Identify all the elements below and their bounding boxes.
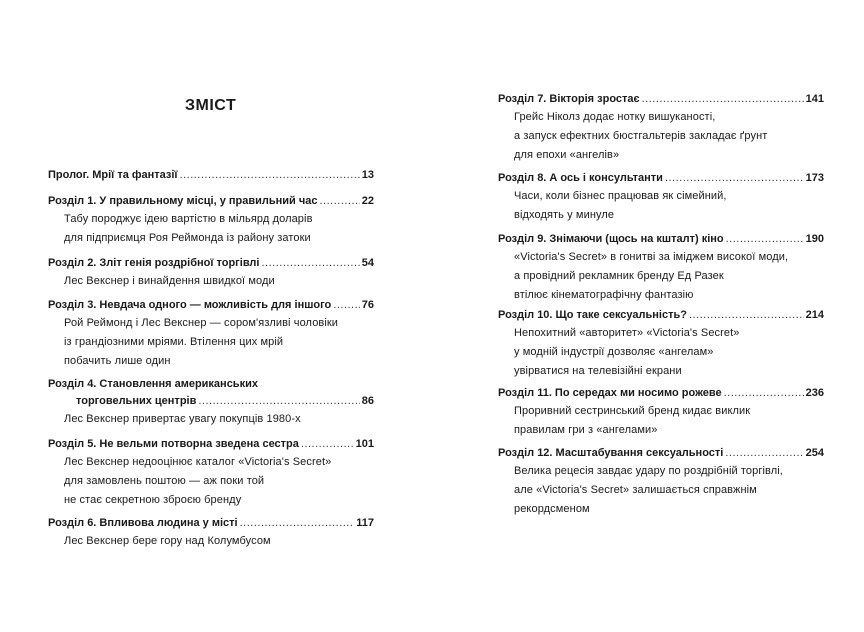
toc-line xyxy=(498,170,824,187)
dot-leader xyxy=(689,307,804,324)
toc-line xyxy=(48,436,374,453)
entry-desc-line: а провідний рекламник бренду Ед Разек xyxy=(514,270,724,282)
entry-title: Розділ 10. Що таке сексуальність? xyxy=(498,309,687,321)
dot-leader xyxy=(725,445,803,462)
dot-leader xyxy=(333,297,359,314)
entry-title: Розділ 7. Вікторія зростає xyxy=(498,93,640,105)
entry-page: 190 xyxy=(805,233,824,245)
entry-desc-line: Часи, коли бізнес працював як сімейний, xyxy=(514,190,727,202)
toc-entry-chapter-5 xyxy=(48,436,374,510)
entry-desc-line: відходять у минуле xyxy=(514,209,615,221)
entry-title-cont: торговельних центрів xyxy=(76,395,197,407)
entry-page: 141 xyxy=(805,93,824,105)
dot-leader xyxy=(198,393,359,410)
entry-title: Розділ 3. Невдача одного — можливість для іншого xyxy=(48,299,332,311)
toc-entry-chapter-6 xyxy=(48,515,374,551)
dot-leader xyxy=(301,436,354,453)
entry-desc-line: правилам гри з «ангелами» xyxy=(514,424,658,436)
entry-desc-line: для підприємця Роя Реймонда із району затоки xyxy=(64,232,311,244)
entry-desc-line: Рой Реймонд і Лес Векснер — сором'язливі чоловіки xyxy=(64,317,339,329)
toc-entry-prologue xyxy=(48,167,374,184)
entry-page: 101 xyxy=(355,438,374,450)
entry-page: 76 xyxy=(361,299,374,311)
toc-entry-chapter-8 xyxy=(498,170,824,225)
entry-desc-line: побачить лише один xyxy=(64,355,171,367)
toc-line xyxy=(48,515,374,532)
entry-page: 13 xyxy=(361,169,374,181)
toc-line xyxy=(48,255,374,272)
dot-leader xyxy=(261,255,359,272)
entry-title: Розділ 9. Знімаючи (щось на кшталт) кіно xyxy=(498,233,724,245)
entry-desc-line: Проривний сестринський бренд кидає виклик xyxy=(514,405,751,417)
toc-entry-chapter-9 xyxy=(498,231,824,305)
entry-title: Розділ 6. Впливова людина у місті xyxy=(48,517,238,529)
toc-entry-chapter-12 xyxy=(498,445,824,519)
entry-page: 254 xyxy=(805,447,824,459)
toc-title: ЗМІСТ xyxy=(185,97,237,114)
toc-line xyxy=(48,297,374,314)
toc-line xyxy=(48,193,374,210)
dot-leader xyxy=(240,515,355,532)
toc-line xyxy=(498,385,824,402)
entry-title: Розділ 11. По середах ми носимо рожеве xyxy=(498,387,722,399)
toc-line xyxy=(48,393,374,410)
entry-desc-line: Непохитний «авторитет» «Victoria's Secret» xyxy=(514,327,740,339)
entry-desc-line: Лес Векснер недооцінює каталог «Victoria's Secret» xyxy=(64,456,332,468)
entry-title: Розділ 4. Становлення американських xyxy=(48,378,258,390)
toc-entry-chapter-10 xyxy=(498,307,824,381)
entry-desc-line: Лес Векснер бере гору над Колумбусом xyxy=(64,535,271,547)
entry-desc-line: «Victoria's Secret» в гонитві за іміджем високої моди, xyxy=(514,251,789,263)
entry-desc-line: увірватися на телевізійні екрани xyxy=(514,365,682,377)
toc-line xyxy=(48,167,374,184)
toc-entry-chapter-7 xyxy=(498,91,824,165)
toc-line xyxy=(498,307,824,324)
entry-title: Розділ 2. Зліт генія роздрібної торгівлі xyxy=(48,257,260,269)
entry-desc-line: із грандіозними мріями. Втілення цих мрій xyxy=(64,336,284,348)
toc-line xyxy=(498,231,824,248)
toc-line xyxy=(498,445,824,462)
entry-desc-line: для замовлень поштою — аж поки той xyxy=(64,475,265,487)
dot-leader xyxy=(180,167,360,184)
toc-line xyxy=(498,91,824,108)
entry-desc-line: Табу породжує ідею вартістю в мільярд доларів xyxy=(64,213,313,225)
entry-page: 236 xyxy=(805,387,824,399)
entry-desc-line: Лес Векснер привертає увагу покупців 1980-х xyxy=(64,413,301,425)
entry-desc-line: рекордсменом xyxy=(514,503,590,515)
entry-page: 173 xyxy=(805,172,824,184)
dot-leader xyxy=(642,91,804,108)
toc-entry-chapter-11 xyxy=(498,385,824,440)
entry-desc-line: не стає секретною зброєю бренду xyxy=(64,494,242,506)
entry-page: 54 xyxy=(361,257,374,269)
entry-desc-line: а запуск ефектних бюстгальтерів закладає ґрунт xyxy=(514,130,768,142)
entry-desc-line: але «Victoria's Secret» залишається справжнім xyxy=(514,484,757,496)
entry-desc-line: втілює кінематографічну фантазію xyxy=(514,289,694,301)
entry-page: 86 xyxy=(361,395,374,407)
entry-page: 214 xyxy=(805,309,824,321)
entry-title: Розділ 12. Масштабування сексуальності xyxy=(498,447,724,459)
entry-title: Розділ 8. А ось і консультанти xyxy=(498,172,663,184)
toc-entry-chapter-2 xyxy=(48,255,374,291)
dot-leader xyxy=(319,193,359,210)
entry-page: 22 xyxy=(361,195,374,207)
entry-desc-line: Лес Векснер і винайдення швидкої моди xyxy=(64,275,275,287)
toc-entry-chapter-3 xyxy=(48,297,374,371)
entry-desc-line: Велика рецесія завдає удару по роздрібній торгівлі, xyxy=(514,465,783,477)
dot-leader xyxy=(726,231,804,248)
entry-desc-line: у модній індустрії дозволяє «ангелам» xyxy=(514,346,714,358)
entry-desc-line: Грейс Ніколз додає нотку вишуканості, xyxy=(514,111,716,123)
entry-title: Розділ 5. Не вельми потворна зведена сестра xyxy=(48,438,299,450)
dot-leader xyxy=(665,170,804,187)
entry-title: Розділ 1. У правильному місці, у правильний час xyxy=(48,195,318,207)
dot-leader xyxy=(724,385,804,402)
toc-entry-chapter-4 xyxy=(48,376,374,429)
entry-page: 117 xyxy=(356,517,374,529)
toc-entry-chapter-1 xyxy=(48,193,374,248)
entry-desc-line: для епохи «ангелів» xyxy=(514,149,620,161)
entry-title: Пролог. Мрії та фантазії xyxy=(48,169,178,181)
